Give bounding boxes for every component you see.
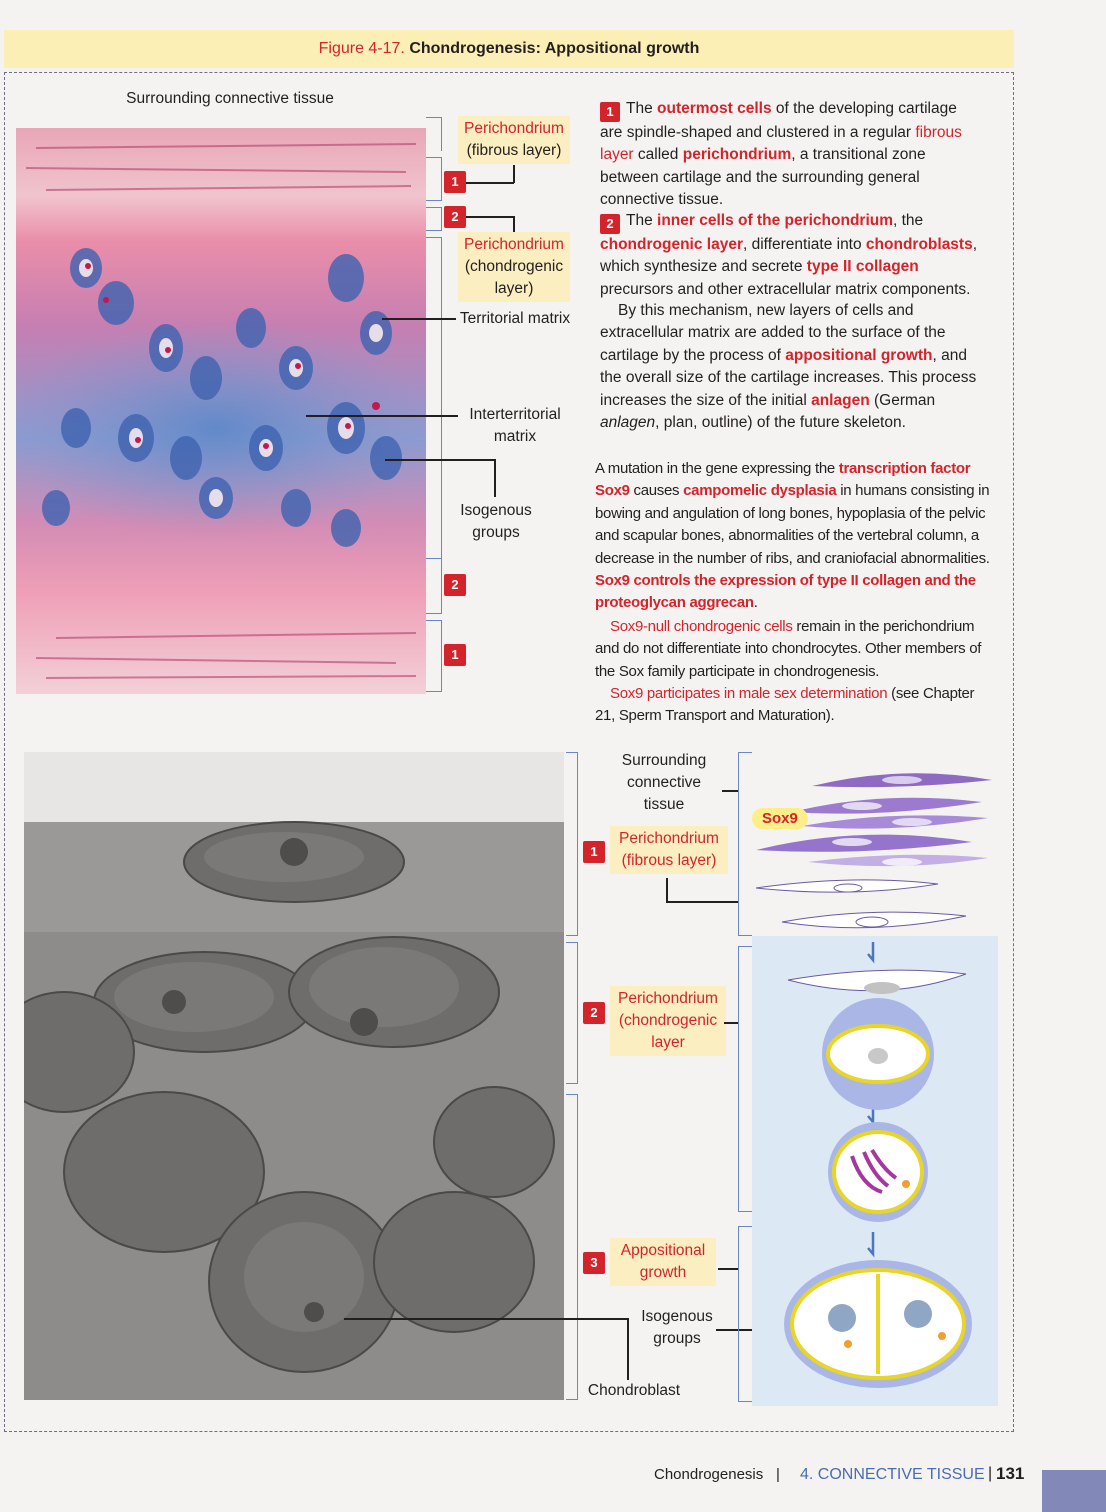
interterritorial-matrix-label: Interterritorial matrix — [469, 406, 561, 445]
footer-section: Chondrogenesis — [654, 1466, 764, 1483]
isogenous-groups-label-top: Isogenous groups — [460, 502, 532, 541]
leader-interterritorial — [306, 415, 458, 417]
text-run: The — [626, 100, 658, 117]
leader-chondrogenic — [466, 216, 514, 218]
territorial-matrix-label: Territorial matrix — [459, 310, 571, 327]
text-run: The — [626, 212, 658, 229]
p2-runs — [600, 212, 977, 298]
page-number: 131 — [996, 1464, 1025, 1483]
text-run: causes — [629, 482, 684, 500]
bracket-chondrogenic-lower — [426, 559, 442, 614]
text-run: , the — [893, 212, 924, 229]
bracket-em-chondrogenic — [566, 942, 578, 1084]
cartilage-stain-image — [16, 128, 426, 694]
surrounding-label-bottom: Surrounding connective tissue — [621, 752, 707, 813]
perichondrium-fibrous-label: Perichondrium (fibrous layer) — [458, 116, 570, 164]
text-run: anlagen — [811, 391, 870, 409]
marker-1-text: 1 — [600, 102, 620, 122]
text-run: . — [753, 594, 758, 612]
bracket-chondrogenic — [426, 207, 442, 231]
p3-runs — [600, 302, 976, 431]
text-run: perichondrium — [682, 146, 792, 164]
bracket-em-appositional — [566, 1094, 578, 1400]
footer-separator: | — [776, 1466, 780, 1483]
paragraph-3 — [600, 300, 980, 434]
surrounding-connective-tissue-label: Surrounding connective tissue — [126, 90, 334, 107]
p6-runs — [595, 685, 974, 724]
text-run: campomelic dysplasia — [683, 482, 837, 500]
marker-2-top: 2 — [444, 206, 466, 228]
histology-micrograph — [16, 128, 426, 694]
diagram-svg — [752, 746, 998, 1406]
bracket-fibrous — [426, 157, 442, 201]
leader-isogenous — [385, 459, 495, 461]
text-run: (German — [869, 391, 936, 409]
leader-fibrous — [466, 182, 514, 184]
paragraph-6 — [595, 683, 993, 728]
text-run: outermost cells — [657, 100, 772, 117]
appositional-growth-label: Appositional growth — [610, 1238, 716, 1286]
text-run: fibrous layer — [600, 124, 962, 164]
footer-chapter: 4. CONNECTIVE TISSUE — [800, 1466, 985, 1483]
perichondrium-chondrogenic-label: Perichondrium (chondrogenic layer) — [458, 232, 570, 302]
paragraph-1 — [600, 98, 980, 212]
marker-2-bottom: 2 — [444, 574, 466, 596]
p4-runs — [595, 460, 990, 611]
p5-runs — [595, 618, 981, 680]
text-run: remain in the perichondrium and do not differentiate into chondrocytes. Other members of the Sox family participate in chondrogenesis. — [595, 618, 982, 680]
text-run: By this mechanism, new layers of cells and extracellular matrix are added to the surface of the cartilage by the process of — [600, 302, 946, 364]
p1-runs — [600, 100, 962, 208]
chondroblast-label: Chondroblast — [587, 1382, 681, 1399]
text-run: appositional growth — [785, 346, 933, 364]
figure-title: Chondrogenesis: Appositional growth — [409, 40, 700, 57]
leader-chondroblast — [344, 1318, 628, 1320]
text-run: type II collagen — [806, 258, 919, 276]
text-run: precursors and other extracellular matrix components. — [600, 280, 971, 298]
bracket-fibrous-lower — [426, 620, 442, 692]
text-run: called — [633, 146, 683, 164]
text-run: Sox9 controls the expression of type II collagen and the proteoglycan aggrecan — [595, 572, 976, 612]
text-run: (see Chapter 21, Sperm Transport and Maturation). — [595, 685, 975, 725]
bracket-em-fibrous — [566, 752, 578, 936]
bracket-diagram-fibrous — [738, 752, 752, 936]
text-run: anlagen — [600, 414, 656, 432]
marker-2-em: 2 — [583, 1002, 605, 1024]
paragraph-4 — [595, 458, 993, 615]
em-image — [24, 752, 564, 1400]
bracket-cartilage — [426, 237, 442, 559]
marker-1-top: 1 — [444, 171, 466, 193]
perichondrium-fibrous-label-bottom: Perichondrium (fibrous layer) — [610, 826, 728, 874]
electron-micrograph — [24, 752, 564, 1400]
sox9-badge: Sox9 — [752, 808, 808, 829]
bracket-diagram-chondrogenic — [738, 946, 752, 1212]
leader-territorial — [382, 318, 456, 320]
text-run: of the developing cartilage are spindle-shaped and clustered in a regular — [600, 100, 957, 141]
paragraph-5 — [595, 616, 993, 683]
isogenous-groups-label-bottom: Isogenous groups — [641, 1308, 713, 1347]
footer-page-separator: | — [988, 1465, 993, 1482]
page-tab — [1042, 1470, 1106, 1512]
marker-1-em: 1 — [583, 841, 605, 863]
marker-3-em: 3 — [583, 1252, 605, 1274]
text-run: , which synthesize and secrete — [600, 236, 978, 276]
text-run: Sox9 participates in male sex determination — [610, 685, 888, 702]
text-run: transcription factor Sox9 — [595, 460, 971, 500]
paragraph-2 — [600, 210, 980, 301]
chondrogenesis-diagram — [752, 746, 998, 1406]
text-run: chondrogenic layer — [600, 236, 743, 253]
text-run: inner cells of the perichondrium — [657, 212, 893, 229]
marker-1-bottom: 1 — [444, 644, 466, 666]
text-run: Sox9-null chondrogenic cells — [610, 618, 793, 635]
text-run: in humans consisting in bowing and angulation of long bones, hypoplasia of the pelvic and scapular bones, abnormalities of the vertebral column, a decrease in the number of ribs, and craniofacial abnormalities. — [595, 482, 990, 567]
bracket-surrounding — [426, 117, 442, 151]
text-run: , a transitional zone between cartilage and the surrounding general connective tissue. — [600, 146, 926, 209]
text-run: A mutation in the gene expressing the — [595, 460, 839, 477]
text-run: chondroblasts — [865, 236, 973, 253]
text-run: , plan, outline) of the future skeleton. — [655, 414, 906, 432]
bracket-diagram-appositional — [738, 1226, 752, 1402]
text-run: , differentiate into — [742, 236, 866, 253]
figure-header — [4, 30, 1014, 68]
text-run: , and the overall size of the cartilage increases. This process increases the size of the initial — [600, 346, 977, 409]
perichondrium-chondrogenic-label-bottom: Perichondrium (chondrogenic layer — [610, 986, 726, 1056]
marker-2-text: 2 — [600, 214, 620, 234]
figure-number: Figure 4-17. — [318, 40, 405, 57]
